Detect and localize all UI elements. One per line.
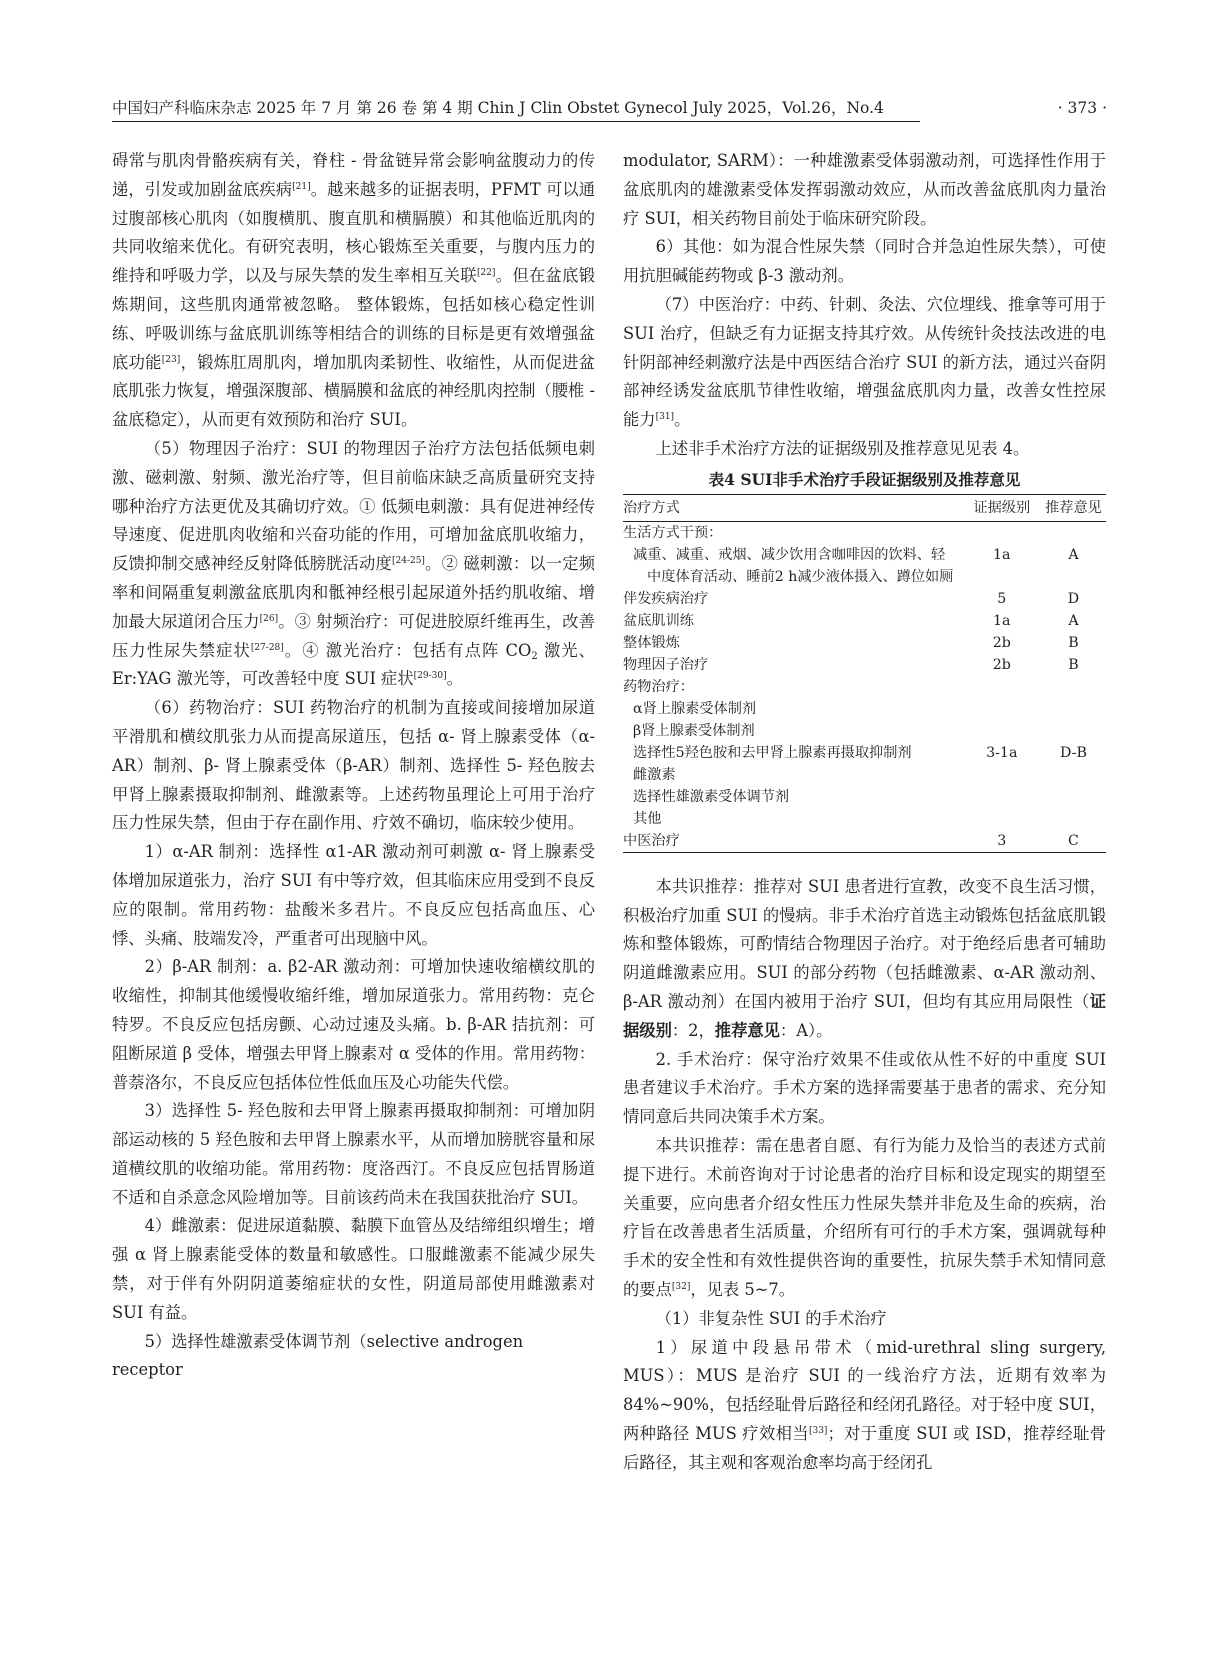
table-cell: D-B	[1060, 744, 1087, 761]
table-cell: 整体锻炼	[623, 634, 680, 651]
table-row	[623, 742, 1106, 764]
citation[interactable]: [22]	[476, 268, 496, 279]
paragraph-snri: 3）选择性 5- 羟色胺和去甲肾上腺素再摄取抑制剂：可增加阴部运动核的 5 羟色胺和去甲肾上腺素水平，从而增加膀胱容量和尿道横纹肌的收缩功能。常用药物：度洛西汀。不良反应包括胃肠道不适和自杀意念风险增加等。目前该药尚未在我国获批治疗 SUI。	[112, 1101, 595, 1207]
table-cell: 1a	[993, 546, 1011, 563]
table-cell: 选择性雄激素受体调节剂	[633, 788, 790, 805]
paragraph-surgical-therapy: 2. 手术治疗：保守治疗效果不佳或依从性不好的中重度 SUI 患者建议手术治疗。手术方案的选择需要基于患者的需求、充分知情同意后共同决策手术方案。	[623, 1049, 1106, 1127]
table-cell: 选择性5羟色胺和去甲肾上腺素再摄取抑制剂	[633, 744, 912, 761]
journal-citation: 中国妇产科临床杂志 2025 年 7 月 第 26 卷 第 4 期 Chin J Clin Obstet Gynecol July 2025，Vol.26，No.4	[112, 99, 884, 117]
citation[interactable]: [32]	[671, 1281, 691, 1292]
citation[interactable]: [24-25]	[391, 556, 425, 567]
table-cell: 2b	[992, 634, 1011, 651]
citation[interactable]: [21]	[292, 181, 311, 192]
paragraph-other: 6）其他：如为混合性尿失禁（同时合并急迫性尿失禁），可使用抗胆碱能药物或 β-3 激动剂。	[623, 237, 1106, 286]
paragraph-physical-therapy: （5）物理因子治疗：SUI 的物理因子治疗方法包括低频电刺激、磁刺激、射频、激光治疗等，但目前临床缺乏高质量研究支持哪种治疗方法更优及其确切疗效。① 低频电刺激：具有促进神经传导速度、促进肌肉收缩和兴奋功能的作用，可增加盆底肌收缩力，反馈抑制交感神经反射降低膀胱活动度[24-25]。② 磁刺激：以一定频率和间隔重复刺激盆底肌肉和骶神经根引起尿道外括约肌收缩、增加最大尿道闭合压力[26]。③ 射频治疗：可促进胶原纤维再生，改善压力性尿失禁症状[27-28]。④ 激光治疗：包括有点阵 $CO_2$ 激光、Er:YAG 激光等，可改善轻中度 SUI 症状[29-30]。	[112, 438, 595, 689]
table-cell: 伴发疾病治疗	[623, 590, 709, 607]
table-row	[623, 764, 1106, 786]
table-cell: D	[1067, 590, 1080, 607]
table-cell: 中医治疗	[623, 832, 680, 849]
table-cell: 3	[997, 832, 1007, 849]
table-cell: A	[1068, 546, 1079, 563]
table-cell: 生活方式干预：	[623, 524, 723, 541]
table-cell: 5	[997, 590, 1007, 607]
table-row	[623, 544, 1106, 566]
table-row	[623, 521, 1106, 544]
paragraph-recommendation-surgical: 本共识推荐：需在患者自愿、有行为能力及恰当的表述方式前提下进行。术前咨询对于讨论患者的治疗目标和设定现实的期望至关重要，应向患者介绍女性压力性尿失禁并非危及生命的疾病，治疗旨在改善患者生活质量，介绍所有可行的手术方案，强调就每种手术的安全性和有效性提供咨询的重要性，抗尿失禁手术知情同意的要点[32]，见表 5~7。	[623, 1135, 1106, 1299]
table-cell: 雌激素	[633, 766, 676, 783]
table-caption: 表4 SUI非手术治疗手段证据级别及推荐意见	[708, 469, 1021, 489]
table-cell: B	[1068, 656, 1079, 673]
left-column	[112, 147, 595, 1385]
citation[interactable]: [23]	[161, 354, 181, 365]
column-header: 推荐意见	[1041, 494, 1106, 521]
paragraph-table-ref: 上述非手术治疗方法的证据级别及推荐意见见表 4。	[655, 438, 1030, 458]
evidence-table	[623, 494, 1106, 853]
right-column	[623, 147, 1106, 1478]
table-cell: 药物治疗：	[623, 678, 694, 695]
citation[interactable]: [29-30]	[413, 671, 447, 682]
table-row	[623, 632, 1106, 654]
paragraph-core-exercise: 碍常与肌肉骨骼疾病有关，脊柱 - 骨盆链异常会影响盆腹动力的传递，引发或加剧盆底疾病[21]。越来越多的证据表明，PFMT 可以通过腹部核心肌肉（如腹横肌、腹直肌和横膈膜）和其他临近肌肉的共同收缩来优化。有研究表明，核心锻炼至关重要，与腹内压力的维持和呼吸力学，以及与尿失禁的发生率相互关联[22]。但在盆底锻炼期间，这些肌肉通常被忽略。 整体锻炼，包括如核心稳定性训练、呼吸训练与盆底肌训练等相结合的训练的目标是更有效增强盆底功能[23]，锻炼肛周肌肉，增加肌肉柔韧性、收缩性，从而促进盆底肌张力恢复，增强深腹部、横膈膜和盆底的神经肌肉控制（腰椎 - 盆底稳定），从而更有效预防和治疗 SUI。	[112, 151, 595, 430]
table-row	[623, 676, 1106, 698]
paragraph-tcm: （7）中医治疗：中药、针刺、灸法、穴位埋线、推拿等可用于 SUI 治疗，但缺乏有力证据支持其疗效。从传统针灸技法改进的电针阴部神经刺激疗法是中西医结合治疗 SUI 的新方法，通过兴奋阴部神经诱发盆底肌节律性收缩，增强盆底肌肉力量，改善女性控尿能力[31]。	[623, 294, 1106, 430]
page-number: · 373 ·	[1057, 99, 1107, 117]
table-cell: β肾上腺素受体制剂	[633, 722, 755, 739]
paragraph-mus: 1）尿道中段悬吊带术（mid-urethral sling surgery, MUS）：MUS 是治疗 SUI 的一线治疗方法，近期有效率为 84%~90%，包括经耻骨后路径和经闭孔路径。对于轻中度 SUI，两种路径 MUS 疗效相当[33]；对于重度 SUI 或 ISD，推荐经耻骨后路径，其主观和客观治愈率均高于经闭孔	[623, 1337, 1106, 1472]
table-cell: 其他	[633, 810, 662, 827]
table-cell: 盆底肌训练	[623, 612, 694, 629]
citation[interactable]: [26]	[259, 613, 279, 624]
table-row	[623, 808, 1106, 830]
table-cell: 2b	[992, 656, 1011, 673]
subheading-uncomplicated-sui: （1）非复杂性 SUI 的手术治疗	[655, 1308, 887, 1328]
table-row	[623, 786, 1106, 808]
citation[interactable]: [31]	[655, 412, 675, 423]
column-header: 证据级别	[963, 494, 1041, 521]
header-rule	[112, 121, 920, 122]
table-row	[623, 720, 1106, 742]
table-cell: B	[1068, 634, 1079, 651]
paragraph-beta-ar: 2）β-AR 制剂：a. β2-AR 激动剂：可增加快速收缩横纹肌的收缩性，抑制其他缓慢收缩纤维，增加尿道张力。常用药物：克仑特罗。不良反应包括房颤、心动过速及头痛。b. β-AR 拮抗剂：可阻断尿道 β 受体，增强去甲肾上腺素对 α 受体的作用。常用药物：普萘洛尔，不良反应包括体位性低血压及心功能失代偿。	[112, 957, 595, 1092]
table-header-row	[623, 494, 1106, 521]
table-row	[623, 588, 1106, 610]
paragraph-estrogen: 4）雌激素：促进尿道黏膜、黏膜下血管丛及结缔组织增生；增强 α 肾上腺素能受体的数量和敏感性。口服雌激素不能减少尿失禁，对于伴有外阴阴道萎缩症状的女性，阴道局部使用雌激素对 SUI 有益。	[112, 1216, 595, 1322]
table-cell: 中度体育活动、睡前2 h减少液体摄入、蹲位如厕	[647, 568, 954, 585]
table-row	[623, 654, 1106, 676]
table-cell: 物理因子治疗	[623, 656, 709, 673]
citation[interactable]: [33]	[808, 1425, 828, 1436]
table-row	[623, 698, 1106, 720]
table-cell: 1a	[993, 612, 1011, 629]
paragraph-recommendation-nonsurgical: 本共识推荐：推荐对 SUI 患者进行宣教，改变不良生活习惯，积极治疗加重 SUI 的慢病。非手术治疗首选主动锻炼包括盆底肌锻炼和整体锻炼，可酌情结合物理因子治疗。对于绝经后患者可辅助阴道雌激素应用。SUI 的部分药物（包括雌激素、α-AR 激动剂、β-AR 激动剂）在国内被用于治疗 SUI，但均有其应用局限性（证据级别：2，推荐意见：A）。	[623, 876, 1106, 1040]
paragraph-sarm: 5）选择性雄激素受体调节剂（selective androgen receptor	[112, 1331, 524, 1380]
paragraph-sarm-cont: modulator, SARM）：一种雄激素受体弱激动剂，可选择性作用于盆底肌肉的雄激素受体发挥弱激动效应，从而改善盆底肌肉力量治疗 SUI，相关药物目前处于临床研究阶段。	[623, 151, 1106, 228]
table-row	[623, 830, 1106, 853]
table-row	[623, 610, 1106, 632]
table-cell: α肾上腺素受体制剂	[633, 700, 757, 717]
table-cell: C	[1068, 832, 1079, 849]
column-header: 治疗方式	[623, 494, 963, 521]
table-cell: A	[1068, 612, 1079, 629]
table-cell: 减重、减重、戒烟、减少饮用含咖啡因的饮料、轻	[633, 546, 946, 563]
table-cell: 3-1a	[986, 744, 1018, 761]
paragraph-alpha-ar: 1）α-AR 制剂：选择性 α1-AR 激动剂可刺激 α- 肾上腺素受体增加尿道张力，治疗 SUI 有中等疗效，但其临床应用受到不良反应的限制。常用药物：盐酸米多君片。不良反应包括高血压、心悸、头痛、肢端发冷，严重者可出现脑中风。	[112, 842, 595, 948]
table-row	[623, 566, 1106, 588]
citation[interactable]: [27-28]	[250, 642, 284, 653]
paragraph-drug-therapy: （6）药物治疗：SUI 药物治疗的机制为直接或间接增加尿道平滑肌和横纹肌张力从而提高尿道压，包括 α- 肾上腺素受体（α-AR）制剂、β- 肾上腺素受体（β-AR）制剂、选择性 5- 羟色胺去甲肾上腺素摄取抑制剂、雌激素等。上述药物虽理论上可用于治疗压力性尿失禁，但由于存在副作用、疗效不确切，临床较少使用。	[112, 698, 595, 833]
